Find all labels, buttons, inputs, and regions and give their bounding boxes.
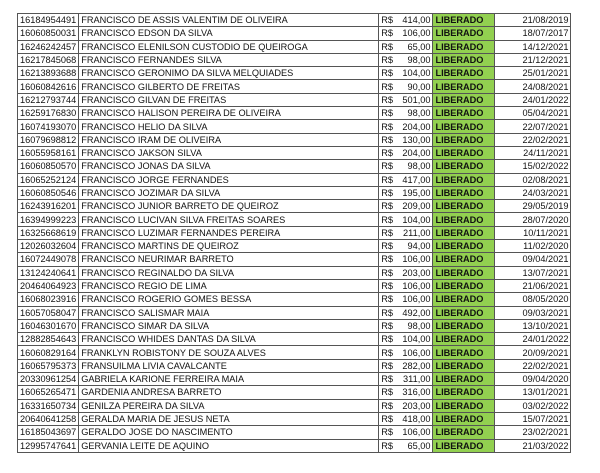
value-cell: 106,00 xyxy=(395,27,433,40)
records-table xyxy=(17,13,571,453)
currency-cell: R$ xyxy=(379,160,395,173)
value-cell: 106,00 xyxy=(395,253,433,266)
value-cell: 204,00 xyxy=(395,146,433,159)
status-cell: LIBERADO xyxy=(433,67,495,80)
date-cell: 15/02/2022 xyxy=(495,160,571,173)
value-cell: 130,00 xyxy=(395,133,433,146)
name-cell: FRANCISCO WHIDES DANTAS DA SILVA xyxy=(79,333,379,346)
value-cell: 98,00 xyxy=(395,160,433,173)
date-cell: 18/07/2017 xyxy=(495,27,571,40)
status-cell: LIBERADO xyxy=(433,160,495,173)
status-cell: LIBERADO xyxy=(433,40,495,53)
nis-cell: 12026032604 xyxy=(18,240,79,253)
date-cell: 21/08/2019 xyxy=(495,14,571,27)
date-cell: 24/01/2022 xyxy=(495,333,571,346)
status-cell: LIBERADO xyxy=(433,333,495,346)
currency-cell: R$ xyxy=(379,266,395,279)
currency-cell: R$ xyxy=(379,173,395,186)
value-cell: 492,00 xyxy=(395,306,433,319)
date-cell: 24/11/2021 xyxy=(495,146,571,159)
date-cell: 23/02/2021 xyxy=(495,426,571,439)
nis-cell: 16212793744 xyxy=(18,93,79,106)
nis-cell: 16246242457 xyxy=(18,40,79,53)
currency-cell: R$ xyxy=(379,240,395,253)
records-table-body xyxy=(18,14,571,453)
currency-cell: R$ xyxy=(379,146,395,159)
name-cell: FRANCISCO JUNIOR BARRETO DE QUEIROZ xyxy=(79,200,379,213)
value-cell: 211,00 xyxy=(395,226,433,239)
date-cell: 05/04/2021 xyxy=(495,107,571,120)
value-cell: 311,00 xyxy=(395,373,433,386)
value-cell: 106,00 xyxy=(395,279,433,292)
status-cell: LIBERADO xyxy=(433,120,495,133)
name-cell: GABRIELA KARIONE FERREIRA MAIA xyxy=(79,373,379,386)
value-cell: 104,00 xyxy=(395,213,433,226)
date-cell: 24/01/2022 xyxy=(495,93,571,106)
currency-cell: R$ xyxy=(379,412,395,425)
name-cell: FRANCISCO REGIO DE LIMA xyxy=(79,279,379,292)
date-cell: 20/09/2021 xyxy=(495,346,571,359)
table-row xyxy=(18,80,571,93)
currency-cell: R$ xyxy=(379,80,395,93)
currency-cell: R$ xyxy=(379,200,395,213)
date-cell: 09/04/2021 xyxy=(495,253,571,266)
name-cell: FRANCISCO REGINALDO DA SILVA xyxy=(79,266,379,279)
currency-cell: R$ xyxy=(379,253,395,266)
nis-cell: 16072449078 xyxy=(18,253,79,266)
nis-cell: 20330961254 xyxy=(18,373,79,386)
table-row xyxy=(18,93,571,106)
status-cell: LIBERADO xyxy=(433,346,495,359)
nis-cell: 16185043697 xyxy=(18,426,79,439)
value-cell: 417,00 xyxy=(395,173,433,186)
currency-cell: R$ xyxy=(379,40,395,53)
value-cell: 195,00 xyxy=(395,186,433,199)
value-cell: 203,00 xyxy=(395,266,433,279)
nis-cell: 16065265471 xyxy=(18,386,79,399)
table-row xyxy=(18,67,571,80)
table-row xyxy=(18,399,571,412)
currency-cell: R$ xyxy=(379,213,395,226)
name-cell: FRANCISCO EDSON DA SILVA xyxy=(79,27,379,40)
date-cell: 21/03/2022 xyxy=(495,439,571,452)
value-cell: 104,00 xyxy=(395,333,433,346)
value-cell: 501,00 xyxy=(395,93,433,106)
status-cell: LIBERADO xyxy=(433,386,495,399)
name-cell: GARDENIA ANDRESA BARRETO xyxy=(79,386,379,399)
status-cell: LIBERADO xyxy=(433,226,495,239)
value-cell: 94,00 xyxy=(395,240,433,253)
status-cell: LIBERADO xyxy=(433,253,495,266)
nis-cell: 16060850570 xyxy=(18,160,79,173)
name-cell: FRANCISCO FERNANDES SILVA xyxy=(79,53,379,66)
table-row xyxy=(18,373,571,386)
status-cell: LIBERADO xyxy=(433,213,495,226)
value-cell: 106,00 xyxy=(395,346,433,359)
nis-cell: 16184954491 xyxy=(18,14,79,27)
date-cell: 10/11/2021 xyxy=(495,226,571,239)
table-row xyxy=(18,306,571,319)
date-cell: 25/01/2021 xyxy=(495,67,571,80)
table-row xyxy=(18,266,571,279)
currency-cell: R$ xyxy=(379,14,395,27)
nis-cell: 16079698812 xyxy=(18,133,79,146)
name-cell: FRANCISCO MARTINS DE QUEIROZ xyxy=(79,240,379,253)
status-cell: LIBERADO xyxy=(433,200,495,213)
date-cell: 13/10/2021 xyxy=(495,319,571,332)
table-row xyxy=(18,279,571,292)
currency-cell: R$ xyxy=(379,133,395,146)
value-cell: 98,00 xyxy=(395,107,433,120)
status-cell: LIBERADO xyxy=(433,399,495,412)
table-row xyxy=(18,107,571,120)
nis-cell: 12995747641 xyxy=(18,439,79,452)
status-cell: LIBERADO xyxy=(433,266,495,279)
status-cell: LIBERADO xyxy=(433,373,495,386)
nis-cell: 12882854643 xyxy=(18,333,79,346)
name-cell: GERALDA MARIA DE JESUS NETA xyxy=(79,412,379,425)
status-cell: LIBERADO xyxy=(433,80,495,93)
date-cell: 03/02/2022 xyxy=(495,399,571,412)
currency-cell: R$ xyxy=(379,120,395,133)
value-cell: 104,00 xyxy=(395,67,433,80)
nis-cell: 16259176830 xyxy=(18,107,79,120)
date-cell: 09/03/2021 xyxy=(495,306,571,319)
table-row xyxy=(18,186,571,199)
name-cell: FRANCISCO HELIO DA SILVA xyxy=(79,120,379,133)
value-cell: 90,00 xyxy=(395,80,433,93)
table-row xyxy=(18,293,571,306)
date-cell: 22/07/2021 xyxy=(495,120,571,133)
name-cell: FRANCISCO ELENILSON CUSTODIO DE QUEIROGA xyxy=(79,40,379,53)
date-cell: 22/02/2021 xyxy=(495,133,571,146)
nis-cell: 16060850031 xyxy=(18,27,79,40)
date-cell: 11/02/2020 xyxy=(495,240,571,253)
name-cell: GERALDO JOSE DO NASCIMENTO xyxy=(79,426,379,439)
table-row xyxy=(18,412,571,425)
table-row xyxy=(18,359,571,372)
currency-cell: R$ xyxy=(379,293,395,306)
currency-cell: R$ xyxy=(379,399,395,412)
currency-cell: R$ xyxy=(379,53,395,66)
currency-cell: R$ xyxy=(379,93,395,106)
value-cell: 418,00 xyxy=(395,412,433,425)
table-row xyxy=(18,346,571,359)
currency-cell: R$ xyxy=(379,67,395,80)
status-cell: LIBERADO xyxy=(433,319,495,332)
date-cell: 09/04/2020 xyxy=(495,373,571,386)
value-cell: 98,00 xyxy=(395,319,433,332)
nis-cell: 16060829164 xyxy=(18,346,79,359)
currency-cell: R$ xyxy=(379,226,395,239)
table-row xyxy=(18,240,571,253)
name-cell: FRANCISCO JORGE FERNANDES xyxy=(79,173,379,186)
name-cell: FRANCISCO IRAM DE OLIVEIRA xyxy=(79,133,379,146)
table-row xyxy=(18,146,571,159)
status-cell: LIBERADO xyxy=(433,279,495,292)
table-row xyxy=(18,319,571,332)
status-cell: LIBERADO xyxy=(433,240,495,253)
name-cell: FRANCISCO GILVAN DE FREITAS xyxy=(79,93,379,106)
status-cell: LIBERADO xyxy=(433,107,495,120)
currency-cell: R$ xyxy=(379,346,395,359)
table-row xyxy=(18,439,571,452)
table-row xyxy=(18,253,571,266)
currency-cell: R$ xyxy=(379,426,395,439)
currency-cell: R$ xyxy=(379,333,395,346)
date-cell: 15/07/2021 xyxy=(495,412,571,425)
date-cell: 22/02/2021 xyxy=(495,359,571,372)
date-cell: 13/07/2021 xyxy=(495,266,571,279)
table-row xyxy=(18,133,571,146)
name-cell: FRANCISCO LUCIVAN SILVA FREITAS SOARES xyxy=(79,213,379,226)
value-cell: 282,00 xyxy=(395,359,433,372)
currency-cell: R$ xyxy=(379,279,395,292)
date-cell: 21/06/2021 xyxy=(495,279,571,292)
nis-cell: 20640641258 xyxy=(18,412,79,425)
date-cell: 24/08/2021 xyxy=(495,80,571,93)
nis-cell: 16213893688 xyxy=(18,67,79,80)
status-cell: LIBERADO xyxy=(433,133,495,146)
name-cell: FRANCISCO SIMAR DA SILVA xyxy=(79,319,379,332)
date-cell: 21/12/2021 xyxy=(495,53,571,66)
name-cell: FRANCISCO JAKSON SILVA xyxy=(79,146,379,159)
name-cell: FRANCISCO SALISMAR MAIA xyxy=(79,306,379,319)
date-cell: 08/05/2020 xyxy=(495,293,571,306)
nis-cell: 16394999223 xyxy=(18,213,79,226)
nis-cell: 16068023916 xyxy=(18,293,79,306)
name-cell: FRANCISCO NEURIMAR BARRETO xyxy=(79,253,379,266)
name-cell: FRANKLYN ROBISTONY DE SOUZA ALVES xyxy=(79,346,379,359)
currency-cell: R$ xyxy=(379,186,395,199)
table-row xyxy=(18,226,571,239)
table-row xyxy=(18,40,571,53)
date-cell: 14/12/2021 xyxy=(495,40,571,53)
nis-cell: 16331650734 xyxy=(18,399,79,412)
table-row xyxy=(18,27,571,40)
table-row xyxy=(18,160,571,173)
nis-cell: 16060850546 xyxy=(18,186,79,199)
currency-cell: R$ xyxy=(379,306,395,319)
value-cell: 203,00 xyxy=(395,399,433,412)
status-cell: LIBERADO xyxy=(433,93,495,106)
status-cell: LIBERADO xyxy=(433,293,495,306)
name-cell: FRANCISCO HALISON PEREIRA DE OLIVEIRA xyxy=(79,107,379,120)
currency-cell: R$ xyxy=(379,439,395,452)
name-cell: FRANSUILMA LIVIA CAVALCANTE xyxy=(79,359,379,372)
name-cell: FRANCISCO DE ASSIS VALENTIM DE OLIVEIRA xyxy=(79,14,379,27)
nis-cell: 16074193070 xyxy=(18,120,79,133)
table-row xyxy=(18,173,571,186)
status-cell: LIBERADO xyxy=(433,53,495,66)
date-cell: 29/05/2019 xyxy=(495,200,571,213)
table-row xyxy=(18,53,571,66)
status-cell: LIBERADO xyxy=(433,146,495,159)
value-cell: 106,00 xyxy=(395,293,433,306)
status-cell: LIBERADO xyxy=(433,412,495,425)
value-cell: 65,00 xyxy=(395,439,433,452)
table-row xyxy=(18,333,571,346)
status-cell: LIBERADO xyxy=(433,14,495,27)
table-row xyxy=(18,386,571,399)
nis-cell: 16065795373 xyxy=(18,359,79,372)
nis-cell: 16217845068 xyxy=(18,53,79,66)
currency-cell: R$ xyxy=(379,386,395,399)
status-cell: LIBERADO xyxy=(433,306,495,319)
value-cell: 65,00 xyxy=(395,40,433,53)
name-cell: GERVANIA LEITE DE AQUINO xyxy=(79,439,379,452)
nis-cell: 16065252124 xyxy=(18,173,79,186)
status-cell: LIBERADO xyxy=(433,439,495,452)
status-cell: LIBERADO xyxy=(433,27,495,40)
nis-cell: 20464064923 xyxy=(18,279,79,292)
status-cell: LIBERADO xyxy=(433,359,495,372)
status-cell: LIBERADO xyxy=(433,186,495,199)
date-cell: 02/08/2021 xyxy=(495,173,571,186)
name-cell: FRANCISCO JOZIMAR DA SILVA xyxy=(79,186,379,199)
nis-cell: 16057058047 xyxy=(18,306,79,319)
value-cell: 106,00 xyxy=(395,426,433,439)
name-cell: FRANCISCO LUZIMAR FERNANDES PEREIRA xyxy=(79,226,379,239)
status-cell: LIBERADO xyxy=(433,173,495,186)
nis-cell: 16060842616 xyxy=(18,80,79,93)
table-row xyxy=(18,200,571,213)
currency-cell: R$ xyxy=(379,319,395,332)
nis-cell: 16325668619 xyxy=(18,226,79,239)
currency-cell: R$ xyxy=(379,373,395,386)
table-row xyxy=(18,120,571,133)
currency-cell: R$ xyxy=(379,107,395,120)
nis-cell: 13124240641 xyxy=(18,266,79,279)
nis-cell: 16055958161 xyxy=(18,146,79,159)
nis-cell: 16046301670 xyxy=(18,319,79,332)
name-cell: FRANCISCO GERONIMO DA SILVA MELQUIADES xyxy=(79,67,379,80)
date-cell: 28/07/2020 xyxy=(495,213,571,226)
name-cell: FRANCISCO GILBERTO DE FREITAS xyxy=(79,80,379,93)
value-cell: 414,00 xyxy=(395,14,433,27)
table-row xyxy=(18,14,571,27)
value-cell: 204,00 xyxy=(395,120,433,133)
date-cell: 24/03/2021 xyxy=(495,186,571,199)
value-cell: 316,00 xyxy=(395,386,433,399)
table-row xyxy=(18,213,571,226)
name-cell: GENILZA PEREIRA DA SILVA xyxy=(79,399,379,412)
value-cell: 98,00 xyxy=(395,53,433,66)
currency-cell: R$ xyxy=(379,359,395,372)
status-cell: LIBERADO xyxy=(433,426,495,439)
currency-cell: R$ xyxy=(379,27,395,40)
name-cell: FRANCISCO ROGERIO GOMES BESSA xyxy=(79,293,379,306)
value-cell: 209,00 xyxy=(395,200,433,213)
name-cell: FRANCISCO JONAS DA SILVA xyxy=(79,160,379,173)
nis-cell: 16243916201 xyxy=(18,200,79,213)
date-cell: 13/01/2021 xyxy=(495,386,571,399)
table-row xyxy=(18,426,571,439)
